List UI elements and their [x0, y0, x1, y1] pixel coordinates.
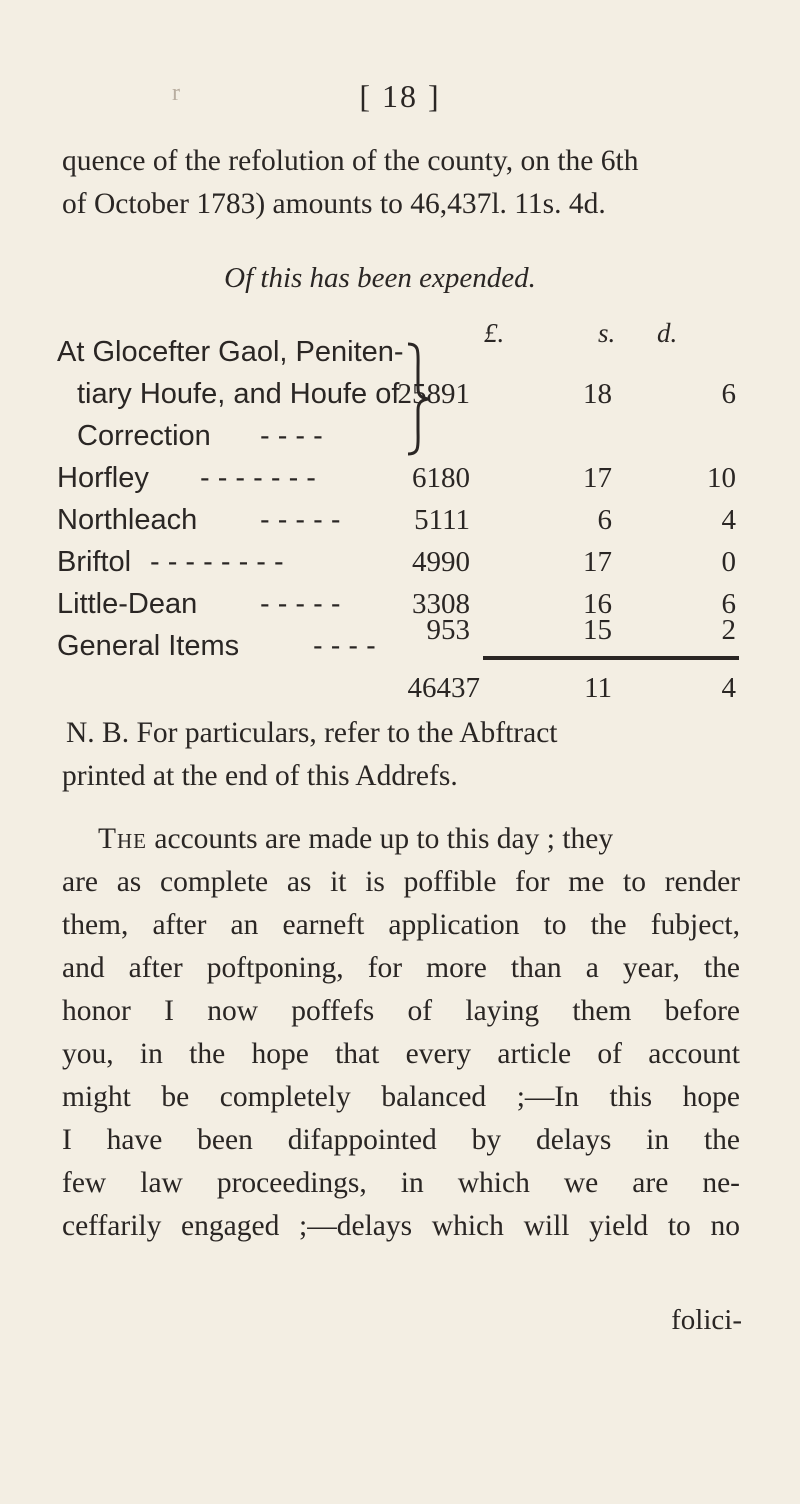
entry-label: General Items [57, 630, 240, 662]
entry-label: Little-Dean [57, 588, 198, 620]
entry-pence: 2 [721, 614, 736, 646]
entry-pence: 10 [707, 462, 736, 494]
col-head-pounds: £. [484, 318, 505, 348]
body-line: them, after an earneft application to the fubject, [62, 909, 740, 941]
sum-rule [483, 656, 739, 660]
entry-label-line: tiary Houfe, and Houfe of [77, 378, 400, 410]
intro-paragraph [62, 140, 742, 226]
body-first-word: The [98, 823, 148, 855]
entry-label-line: Correction [77, 420, 211, 452]
entry-leader: - - - - - - - [200, 462, 316, 494]
page-number: [ 18 ] [359, 78, 441, 114]
body-line: you, in the hope that every article of account [62, 1038, 740, 1070]
col-head-pence: d. [657, 318, 678, 348]
note-line-2: printed at the end of this Addrefs. [62, 760, 458, 792]
entry-shillings: 17 [583, 546, 612, 578]
entry-shillings: 16 [583, 588, 612, 620]
entry-shillings: 15 [583, 614, 612, 646]
entry-pounds: 953 [426, 614, 470, 646]
entry-shillings: 6 [597, 504, 612, 536]
total-pence: 4 [721, 672, 736, 704]
entry-pence: 6 [721, 588, 736, 620]
total-pounds: 46437 [407, 672, 480, 704]
entry-label: Northleach [57, 504, 198, 536]
entry-pounds: 25891 [397, 378, 470, 410]
entry-leader: - - - - - [260, 588, 341, 620]
entry-leader: - - - - [313, 630, 376, 662]
body-line: honor I now poffefs of laying them before [62, 995, 740, 1027]
catchword: folici- [671, 1304, 742, 1336]
body-line: I have been difappointed by delays in the [62, 1124, 740, 1156]
entry-label: Briftol [57, 546, 132, 578]
intro-line-2: of October 1783) amounts to 46,437l. 11s. 4d. [62, 188, 606, 220]
entry-leader: - - - - - [260, 504, 341, 536]
col-head-shillings: s. [598, 318, 616, 348]
entry-pounds: 6180 [412, 462, 470, 494]
entry-pence: 6 [721, 378, 736, 410]
note-paragraph [62, 712, 746, 798]
entry-shillings: 17 [583, 462, 612, 494]
entry-pence: 0 [721, 546, 736, 578]
body-line: ceffarily engaged ;—delays which will yield to no [62, 1210, 740, 1242]
entry-pounds: 5111 [414, 504, 470, 536]
body-line: The accounts are made up to this day ; they [98, 823, 614, 855]
body-line: are as complete as it is poffible for me to render [62, 866, 740, 898]
entry-label: Horfley [57, 462, 149, 494]
body-line: and after poftponing, for more than a year, the [62, 952, 740, 984]
header-mark: r [172, 80, 180, 106]
body-paragraph [62, 818, 740, 1248]
note-line-1: N. B. For particulars, refer to the Abftract [66, 717, 558, 749]
entry-pence: 4 [721, 504, 736, 536]
entry-shillings: 18 [583, 378, 612, 410]
section-subheading: Of this has been expended. [224, 262, 536, 294]
entry-pounds: 3308 [412, 588, 470, 620]
entry-label-line: At Glocefter Gaol, Peniten- [57, 336, 404, 368]
total-shillings: 11 [584, 672, 612, 704]
entry-leader: - - - - [260, 420, 323, 452]
entry-leader: - - - - - - - - [150, 546, 284, 578]
body-line: might be completely balanced ;—In this hope [62, 1081, 740, 1113]
entry-pounds: 4990 [412, 546, 470, 578]
intro-line-1: quence of the refolution of the county, on the 6th [62, 145, 639, 177]
body-line: few law proceedings, in which we are ne- [62, 1167, 740, 1199]
